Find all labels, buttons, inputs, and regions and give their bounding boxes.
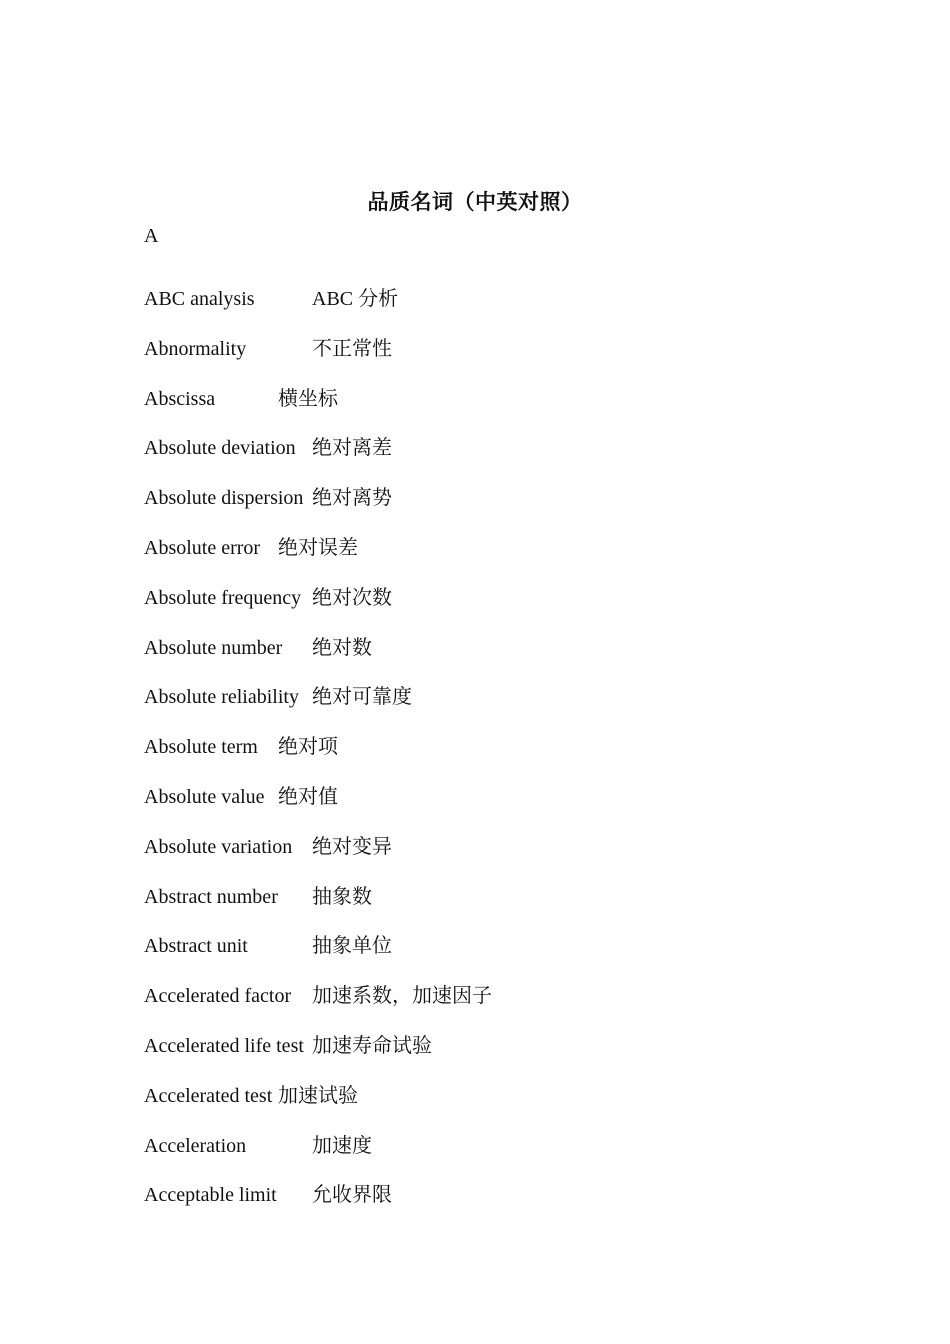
term-chinese: 不正常性 xyxy=(312,337,392,360)
term-english: Acceptable limit xyxy=(144,1184,277,1207)
term-english: Abnormality xyxy=(144,337,247,360)
term-english: Absolute deviation xyxy=(144,437,296,460)
term-english: Abscissa xyxy=(144,387,216,410)
term-chinese: 绝对项 xyxy=(278,736,338,759)
term-chinese: 加速寿命试验 xyxy=(312,1034,432,1057)
term-english: Accelerated life test xyxy=(144,1034,304,1057)
term-english: Absolute number xyxy=(144,636,283,659)
document-title: 品质名词（中英对照） xyxy=(367,190,583,214)
term-chinese: 抽象数 xyxy=(312,885,372,908)
term-chinese: 抽象单位 xyxy=(312,935,392,958)
term-english: Accelerated factor xyxy=(144,985,292,1008)
term-english: Absolute variation xyxy=(144,835,293,858)
term-english: ABC analysis xyxy=(144,288,255,310)
term-english: Abstract unit xyxy=(144,935,248,958)
term-chinese: 加速试验 xyxy=(278,1084,358,1107)
term-english: Absolute error xyxy=(144,536,261,559)
term-chinese: 绝对变异 xyxy=(312,835,392,858)
section-letter-heading: A xyxy=(144,225,159,247)
term-chinese: 横坐标 xyxy=(278,387,338,410)
term-chinese: 允收界限 xyxy=(312,1184,392,1207)
term-chinese: 绝对可靠度 xyxy=(312,686,412,709)
term-chinese: 绝对离差 xyxy=(312,437,392,460)
term-chinese: 绝对次数 xyxy=(312,586,392,609)
term-english: Absolute frequency xyxy=(144,586,302,609)
term-chinese: 绝对误差 xyxy=(278,536,358,559)
term-english: Acceleration xyxy=(144,1134,247,1157)
term-english: Accelerated test xyxy=(144,1084,273,1107)
term-chinese: 绝对数 xyxy=(312,636,372,659)
term-english: Absolute reliability xyxy=(144,686,299,709)
term-english: Absolute value xyxy=(144,785,265,808)
term-english: Abstract number xyxy=(144,885,278,908)
term-chinese: 加速度 xyxy=(312,1134,372,1157)
term-english: Absolute term xyxy=(144,736,258,759)
term-chinese: 绝对离势 xyxy=(312,487,392,510)
term-chinese: 加速系数，加速因子 xyxy=(312,985,492,1008)
term-english: Absolute dispersion xyxy=(144,487,304,510)
term-chinese: ABC 分析 xyxy=(312,288,399,310)
term-chinese: 绝对值 xyxy=(278,785,338,808)
